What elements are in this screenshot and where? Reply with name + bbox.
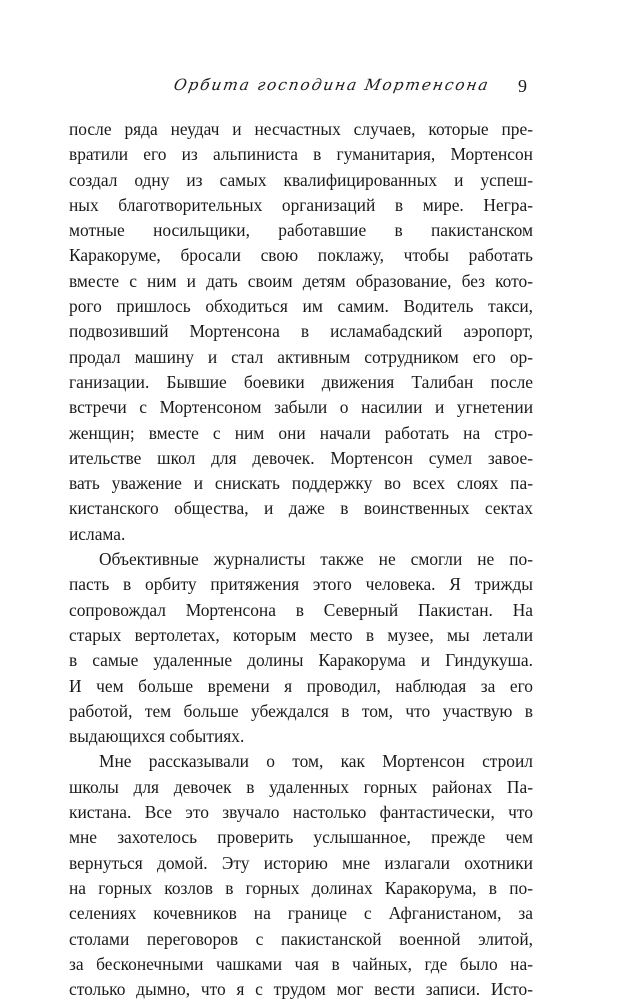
text-line: мотные носильщики, работавшие в пакистанском (69, 220, 533, 241)
text-line: выдающихся событиях. (69, 726, 245, 747)
text-line: женщин; вместе с ним они начали работать на стро- (69, 422, 533, 443)
paragraph-3 (69, 749, 533, 1002)
text-line: на горных козлов в горных долинах Каракорума, в по- (69, 877, 533, 898)
text-line: ислама. (69, 523, 126, 544)
text-line: ительстве школ для девочек. Мортенсон сумел завое- (69, 447, 533, 468)
text-line: старых вертолетах, которым место в музее, мы летали (69, 624, 533, 645)
paragraph-1 (69, 117, 533, 547)
paragraph-2 (69, 547, 533, 749)
text-line: столько дымно, что я с трудом мог вести записи. Исто- (69, 979, 533, 1000)
text-line: Объективные журналисты также не смогли не по- (99, 549, 533, 570)
text-line: в самые удаленные долины Каракорума и Гиндукуша. (69, 650, 533, 671)
text-line: мне захотелось проверить услышанное, прежде чем (69, 827, 533, 848)
text-line: И чем больше времени я проводил, наблюдая за его (69, 675, 533, 696)
text-line: за бесконечными чашками чая в чайных, где было на- (69, 953, 533, 974)
text-line: Каракоруме, бросали свою поклажу, чтобы работать (69, 245, 533, 266)
running-title: Орбита господина Мортенсона (172, 76, 492, 94)
text-line: встречи с Мортенсоном забыли о насилии и угнетении (69, 397, 533, 418)
text-line: Мне рассказывали о том, как Мортенсон строил (99, 751, 533, 772)
text-line: столами переговоров с пакистанской военной элитой, (69, 928, 533, 949)
text-line: ных благотворительных организаций в мире. Негра- (69, 194, 533, 215)
text-line: после ряда неудач и несчастных случаев, которые пре- (69, 119, 533, 139)
text-line: пасть в орбиту притяжения этого человека. Я трижды (69, 574, 533, 595)
page-number: 9 (518, 76, 527, 96)
text-line: создал одну из самых квалифицированных и успеш- (69, 169, 533, 190)
text-line: кистана. Все это звучало настолько фантастически, что (69, 802, 533, 823)
text-line: школы для девочек в удаленных горных районах Па- (69, 776, 533, 797)
text-line: селениях кочевников на границе с Афганистаном, за (69, 903, 533, 924)
text-line: вратили его из альпиниста в гуманитария, Мортенсон (69, 144, 533, 165)
text-line: работой, тем больше убеждался в том, что участвую в (69, 700, 533, 721)
text-line: подвозивший Мортенсона в исламабадский аэропорт, (69, 321, 533, 342)
text-line: ганизации. Бывшие боевики движения Талибан после (69, 371, 533, 392)
text-line: продал машину и стал активным сотрудником его ор- (69, 346, 533, 367)
body-text (69, 117, 533, 1002)
text-line: кистанского общества, и даже в воинственных сектах (69, 498, 533, 519)
text-line: вать уважение и снискать поддержку во всех слоях па- (69, 473, 533, 494)
text-line: сопровождал Мортенсона в Северный Пакистан. На (69, 599, 533, 620)
running-header (0, 76, 631, 104)
text-line: рого пришлось обходиться им самим. Водитель такси, (69, 296, 533, 317)
text-line: вернуться домой. Эту историю мне излагали охотники (69, 852, 533, 873)
text-line: вместе с ним и дать своим детям образование, без кото- (69, 270, 533, 291)
